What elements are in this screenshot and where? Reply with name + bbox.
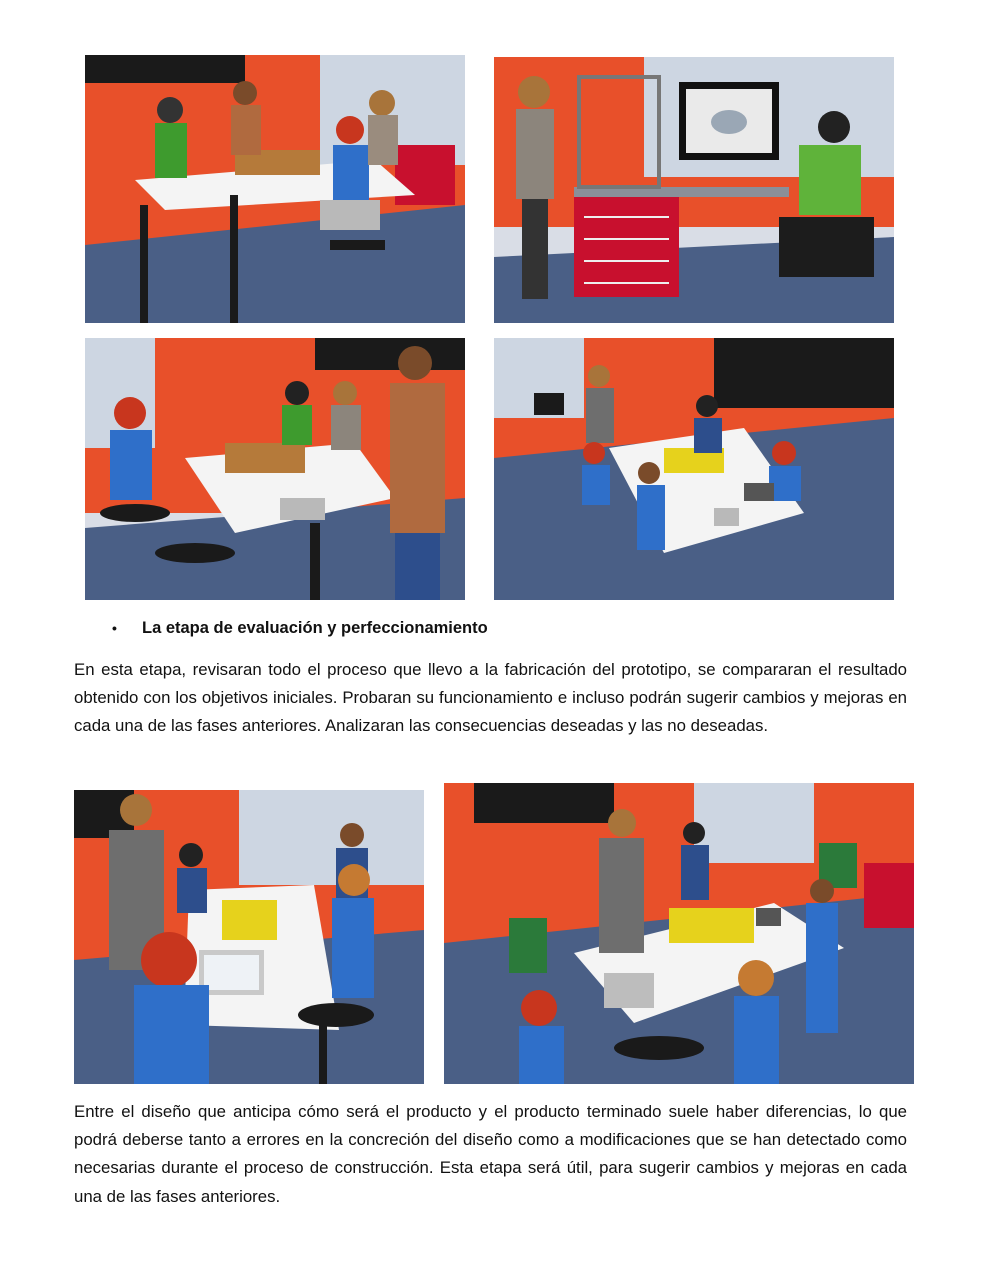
section-heading-text: La etapa de evaluación y perfeccionamiento: [142, 619, 488, 637]
classroom-scene-image-6: [444, 783, 914, 1084]
classroom-scene-image-5: [74, 790, 424, 1084]
classroom-scene-image-1: [85, 55, 465, 323]
classroom-scene-image-4: [494, 338, 894, 600]
closing-paragraph: Entre el diseño que anticipa cómo será el producto y el producto terminado suele haber diferencias, lo que podrá deberse tanto a errores en la concreción del diseño como a modificaciones que se han detectado como necesarias durante el proceso de construcción. Esta etapa será útil, para sugerir cambios y mejoras en cada una de las fases anteriores.: [74, 1102, 907, 1206]
bullet-marker: •: [112, 620, 117, 636]
classroom-scene-image-3: [85, 338, 465, 600]
classroom-scene-image-2: [494, 57, 894, 323]
section-heading: [112, 619, 912, 638]
evaluation-paragraph: En esta etapa, revisaran todo el proceso que llevo a la fabricación del prototipo, se compararan el resultado obtenido con los objetivos iniciales. Probaran su funcionamiento e incluso podrán sugerir cambios y mejoras en cada una de las fases anteriores. Analizaran las consecuencias deseadas y las no deseadas.: [74, 660, 907, 736]
